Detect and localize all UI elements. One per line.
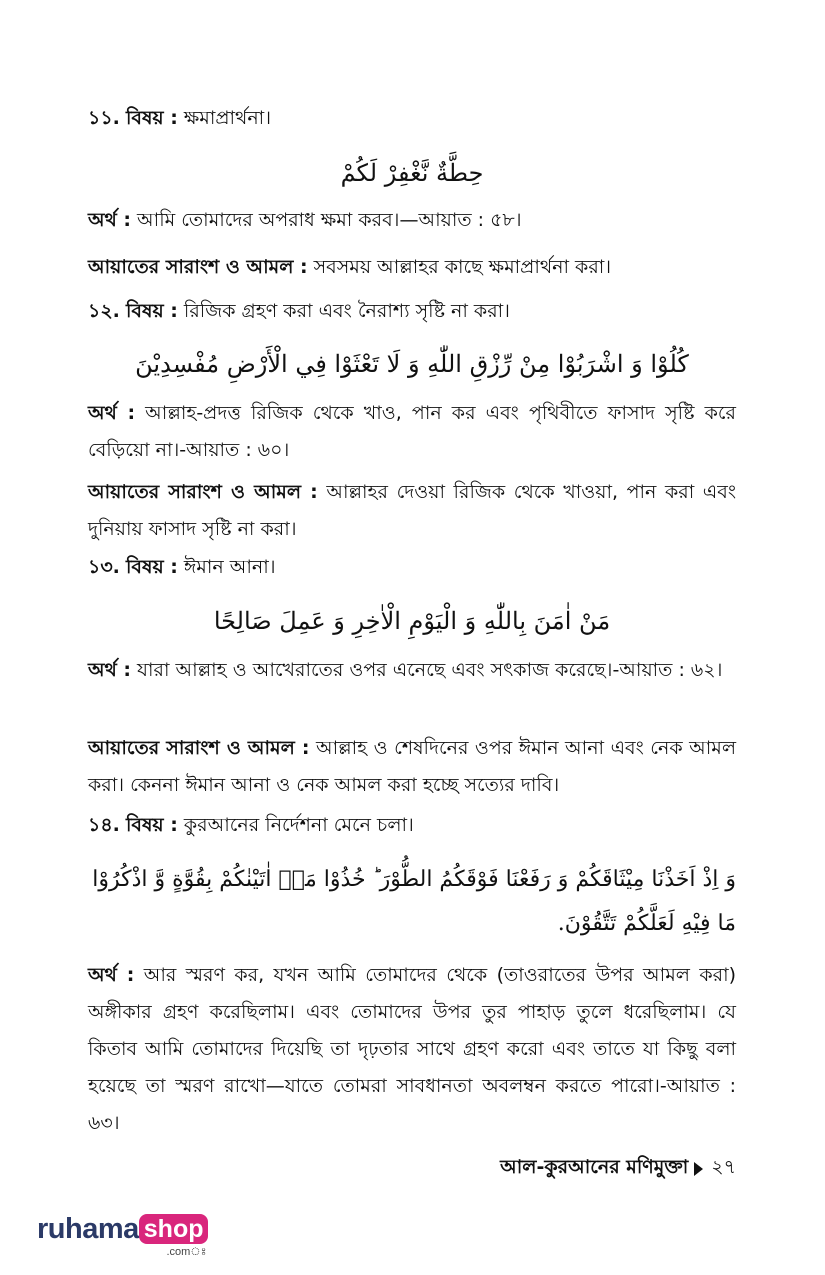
logo-brand-badge: shop: [139, 1214, 209, 1244]
page-number: ২৭: [711, 1156, 736, 1178]
summary-label: আয়াতের সারাংশ ও আমল :: [88, 481, 318, 503]
topic-number: ১৩.: [88, 556, 120, 578]
topic-text: রিজিক গ্রহণ করা এবং নৈরাশ্য সৃষ্টি না করা।: [183, 300, 510, 322]
ruhama-shop-logo: [37, 1212, 208, 1258]
meaning-label: অর্থ :: [88, 659, 131, 681]
summary-text: আল্লাহ ও শেষদিনের ওপর ঈমান আনা এবং নেক আমল করা। কেননা ঈমান আনা ও নেক আমল করা হচ্ছে সত্যের দাবি।: [88, 737, 737, 796]
logo-badge-wrap: [139, 1212, 209, 1258]
topic-label: বিষয় :: [125, 300, 178, 322]
topic-text: ক্ষমাপ্রার্থনা।: [183, 107, 271, 129]
summary-text: সবসময় আল্লাহর কাছে ক্ষমাপ্রার্থনা করা।: [313, 256, 612, 278]
topic-label: বিষয় :: [125, 107, 178, 129]
topic-heading: [88, 811, 736, 840]
arabic-verse: كُلُوْا وَ اشْرَبُوْا مِنْ رِّزْقِ اللّٰهِ وَ لَا تَعْثَوْا فِي الْأَرْضِ مُفْسِدِيْنَ: [135, 350, 689, 378]
topic-number: ১৪.: [88, 814, 120, 836]
meaning-text: আর স্মরণ কর, যখন আমি তোমাদের থেকে (তাওরাতের উপর আমল করা) অঙ্গীকার গ্রহণ করেছিলাম। এবং তোমাদের উপর তুর পাহাড় তুলে ধরেছিলাম। যে কিতাব আমি তোমাদের দিয়েছি তা দৃঢ়তার সাথে গ্রহণ করো এবং তাতে যা কিছু বলা হয়েছে তা স্মরণ রাখো—যাতে তোমরা সাবধানতা অবলম্বন করতে পারো।-আয়াত : ৬৩।: [88, 964, 736, 1134]
book-title: আল-কুরআনের মণিমুক্তা: [500, 1156, 689, 1178]
meaning-paragraph: [88, 957, 736, 1142]
logo-brand-main: ruhama: [37, 1213, 139, 1245]
topic-heading: [88, 104, 736, 133]
summary-paragraph: [88, 730, 736, 804]
triangle-right-icon: [694, 1162, 703, 1176]
summary-label: আয়াতের সারাংশ ও আমল :: [88, 737, 310, 759]
topic-label: বিষয় :: [125, 814, 178, 836]
meaning-line: [88, 206, 736, 235]
meaning-text: যারা আল্লাহ ও আখেরাতের ওপর এনেছে এবং সৎকাজ করেছে।-আয়াত : ৬২।: [137, 659, 723, 681]
summary-label: আয়াতের সারাংশ ও আমল :: [88, 256, 308, 278]
meaning-text: আল্লাহ-প্রদত্ত রিজিক থেকে খাও, পান কর এবং পৃথিবীতে ফাসাদ সৃষ্টি করে বেড়িয়ো না।-আয়াত : ৬০।: [88, 402, 736, 461]
meaning-label: অর্থ :: [88, 209, 131, 231]
topic-number: ১২.: [88, 300, 120, 322]
topic-number: ১১.: [88, 107, 120, 129]
summary-text: আল্লাহর দেওয়া রিজিক থেকে খাওয়া, পান করা এবং দুনিয়ায় ফাসাদ সৃষ্টি না করা।: [88, 481, 736, 540]
meaning-label: অর্থ :: [88, 402, 136, 424]
topic-heading: [88, 297, 736, 326]
topic-text: কুরআনের নির্দেশনা মেনে চলা।: [183, 814, 414, 836]
arabic-verse: وَ اِذْ اَخَذْنَا مِيْثَاقَكُمْ وَ رَفَعْنَا فَوْقَكُمُ الطُّوْرَ ؕ خُذُوْا مَاۤ اٰتَيْنٰكُمْ بِقُوَّةٍ وَّ اذْكُرُوْا مَا فِيْهِ لَعَلَّكُمْ تَتَّقُوْنَ.: [92, 867, 736, 936]
summary-line: [88, 253, 736, 282]
meaning-paragraph: [88, 652, 736, 689]
topic-heading: [88, 553, 736, 582]
topic-label: বিষয় :: [125, 556, 178, 578]
summary-paragraph: [88, 474, 736, 548]
book-page: [88, 0, 736, 1275]
arabic-verse: مَنْ اٰمَنَ بِاللّٰهِ وَ الْيَوْمِ الْاٰخِرِ وَ عَمِلَ صَالِحًا: [213, 607, 611, 635]
meaning-label: অর্থ :: [88, 964, 135, 986]
meaning-paragraph: [88, 395, 736, 469]
logo-brand-domain: .comঃ: [166, 1246, 207, 1258]
page-footer: [500, 1153, 736, 1185]
topic-text: ঈমান আনা।: [183, 556, 276, 578]
arabic-verse: حِطَّةٌ نَّغْفِرْ لَكُمْ: [340, 159, 484, 187]
meaning-text: আমি তোমাদের অপরাধ ক্ষমা করব।—আয়াত : ৫৮।: [137, 209, 522, 231]
